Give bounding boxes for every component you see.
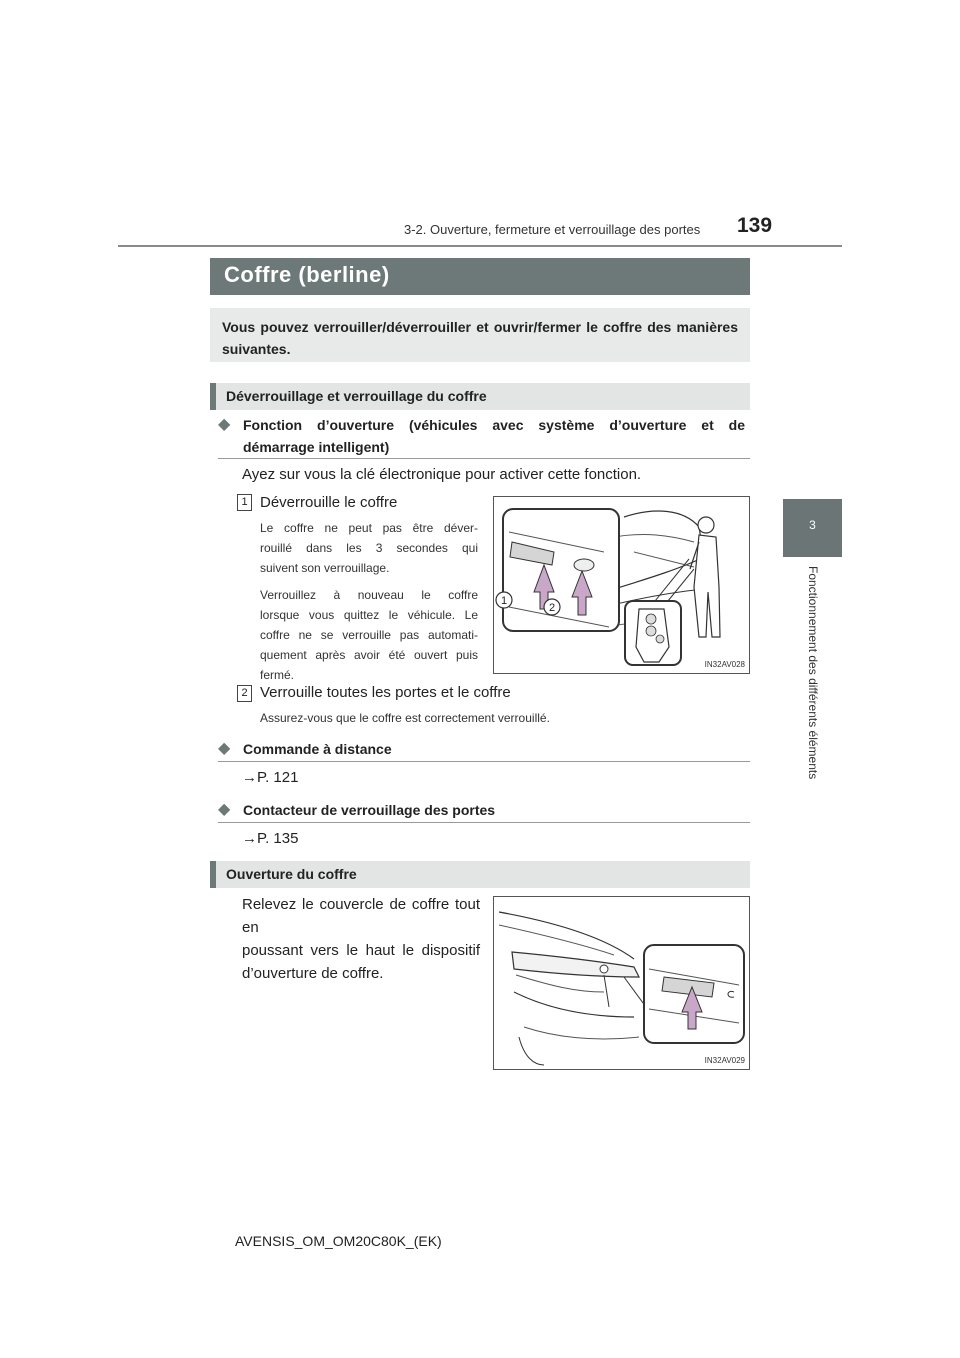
trunk-open-illustration [494, 897, 750, 1070]
item-divider [218, 458, 750, 459]
ref-link-remote[interactable]: →P. 121 [242, 769, 299, 786]
document-code: AVENSIS_OM_OM20C80K_(EK) [235, 1233, 442, 1249]
ref-link-door-lock[interactable]: →P. 135 [242, 830, 299, 847]
opening-text: Relevez le couvercle de coffre tout en poussant vers le haut le dispositif d’ouverture de coffre. [242, 896, 480, 982]
diamond-bullet-icon: ◆ [218, 416, 231, 433]
step1-note2: Verrouillez à nouveau le coffre lorsque vous quittez le véhicule. Le coffre ne se verrouille pas automati- quement après avoir été ouvert puis fermé. [260, 588, 478, 682]
header-rule [118, 245, 842, 247]
step1-note1: Le coffre ne peut pas être déver- rouillé dans les 3 secondes qui suivent son verrouillage. [260, 521, 478, 575]
step-number-badge: 1 [237, 494, 252, 511]
section-heading-label: Déverrouillage et verrouillage du coffre [226, 388, 487, 404]
chapter-title-vertical: Fonctionnement des différents éléments [806, 566, 820, 780]
step2-label: Verrouille toutes les portes et le coffre [260, 684, 511, 701]
trunk-unlock-illustration [494, 497, 750, 674]
item-title-remote: Commande à distance [243, 741, 392, 757]
diamond-bullet-icon: ◆ [218, 740, 231, 757]
step1-label: Déverrouille le coffre [260, 494, 398, 511]
section-heading-opening [210, 861, 750, 888]
chapter-number: 3 [809, 518, 816, 532]
item-title-door-lock-switch: Contacteur de verrouillage des portes [243, 802, 496, 818]
section-heading-unlock [210, 383, 750, 410]
page-title: Coffre (berline) [224, 262, 390, 287]
item-title-smart-entry: Fonction d’ouverture (véhicules avec système d’ouverture et de démarrage intelligent) [243, 417, 745, 455]
item-divider [218, 761, 750, 762]
item-divider [218, 822, 750, 823]
step-number-badge: 2 [237, 685, 252, 702]
page-number: 139 [737, 214, 773, 237]
step2-note: Assurez-vous que le coffre est correctement verrouillé. [260, 711, 550, 725]
figure-code: IN32AV029 [704, 1056, 745, 1065]
instruction-text: Ayez sur vous la clé électronique pour activer cette fonction. [242, 466, 642, 483]
diamond-bullet-icon: ◆ [218, 801, 231, 818]
figure-code: IN32AV028 [704, 660, 745, 669]
section-heading-label: Ouverture du coffre [226, 866, 357, 882]
header-section-title: 3-2. Ouverture, fermeture et verrouillage des portes [404, 222, 701, 237]
callout-1: 1 [500, 595, 508, 607]
figure-trunk-open [493, 896, 750, 1070]
callout-2: 2 [548, 602, 556, 614]
intro-text: Vous pouvez verrouiller/déverrouiller et ouvrir/fermer le coffre des manières suivantes. [222, 319, 738, 357]
figure-trunk-unlock [493, 496, 750, 674]
